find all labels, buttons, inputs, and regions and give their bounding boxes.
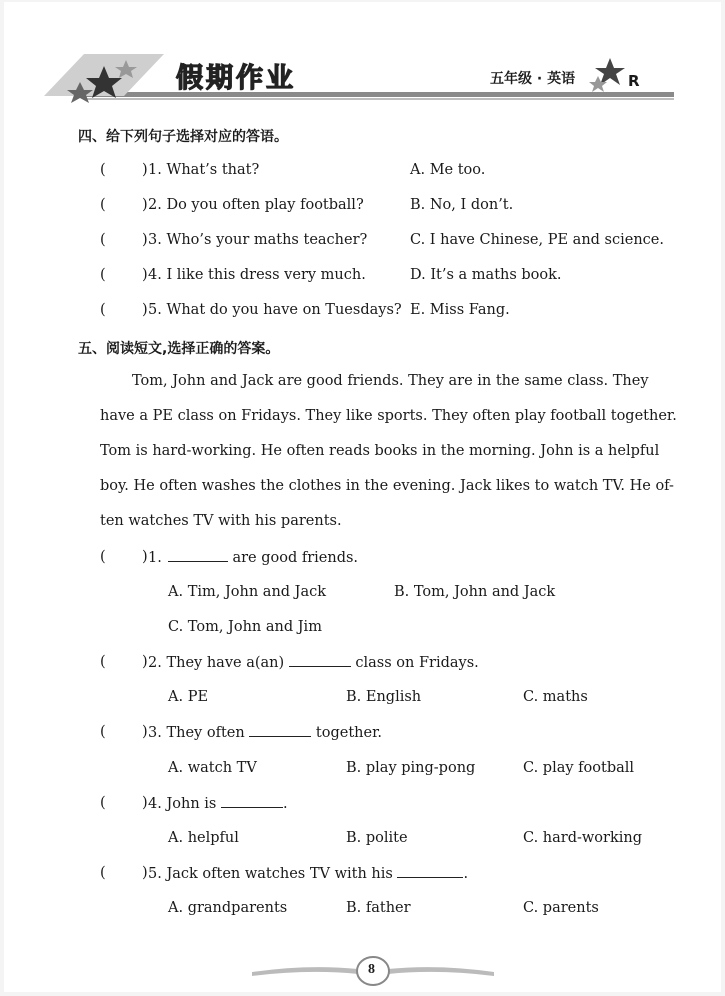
- paren-open: (: [100, 795, 106, 811]
- answer-blank: [221, 795, 283, 808]
- paren-open: (: [100, 654, 106, 670]
- match-answer: E. Miss Fang.: [410, 302, 510, 318]
- option: A. helpful: [168, 830, 239, 846]
- paren-open: (: [100, 724, 106, 740]
- question-post: .: [463, 866, 469, 882]
- paren-close: ): [142, 267, 148, 283]
- header-edition: R: [628, 72, 640, 90]
- option: C. parents: [523, 900, 599, 916]
- question-4: [148, 795, 288, 812]
- option: A. grandparents: [168, 900, 288, 916]
- question-pre: They often: [161, 725, 250, 741]
- answer-blank: [168, 549, 228, 562]
- option: C. hard-working: [523, 830, 643, 846]
- option: B. father: [346, 900, 411, 916]
- match-question: 4. I like this dress very much.: [148, 267, 366, 283]
- match-answer: D. It’s a maths book.: [410, 267, 562, 283]
- answer-blank: [289, 654, 351, 667]
- passage-line: boy. He often washes the clothes in the evening. Jack likes to watch TV. He of-: [100, 478, 674, 494]
- question-post: together.: [311, 725, 383, 741]
- answer-blank: [397, 865, 463, 878]
- page-footer: [248, 952, 498, 988]
- answer-blank: [249, 724, 311, 737]
- question-2: [148, 654, 479, 671]
- paren-open: (: [100, 232, 106, 248]
- option: C. play football: [523, 760, 635, 776]
- paren-open: (: [100, 197, 106, 213]
- passage-line: ten watches TV with his parents.: [100, 513, 342, 529]
- option: A. PE: [168, 689, 209, 705]
- header-grade: 五年级 · 英语: [490, 71, 576, 87]
- option: C. maths: [523, 689, 588, 705]
- match-answer: B. No, I don’t.: [410, 197, 514, 213]
- paren-close: ): [142, 795, 148, 811]
- header-decoration: [4, 40, 721, 110]
- section5-heading: 五、阅读短文,选择正确的答案。: [78, 341, 280, 357]
- passage-line: Tom, John and Jack are good friends. They are in the same class. They: [132, 373, 649, 389]
- paren-close: ): [142, 724, 148, 740]
- match-question: 5. What do you have on Tuesdays?: [148, 302, 402, 318]
- paren-close: ): [142, 197, 148, 213]
- question-number: 2.: [148, 655, 162, 671]
- passage-line: Tom is hard-working. He often reads books in the morning. John is a helpful: [100, 443, 660, 459]
- paren-close: ): [142, 162, 148, 178]
- question-1: [148, 549, 358, 566]
- header-title: 假期作业: [176, 63, 296, 94]
- question-5: [148, 865, 468, 882]
- paren-open: (: [100, 865, 106, 881]
- paren-open: (: [100, 267, 106, 283]
- question-post: class on Fridays.: [350, 655, 479, 671]
- option: A. watch TV: [168, 760, 257, 776]
- paren-close: ): [142, 865, 148, 881]
- question-number: 5.: [148, 866, 162, 882]
- page-number: 8: [368, 962, 375, 977]
- option: B. English: [346, 689, 422, 705]
- question-pre: John is: [161, 796, 221, 812]
- paren-close: ): [142, 302, 148, 318]
- option: C. Tom, John and Jim: [168, 619, 322, 635]
- option: B. play ping-pong: [346, 760, 476, 776]
- passage-line: have a PE class on Fridays. They like sports. They often play football together.: [100, 408, 677, 424]
- paren-close: ): [142, 232, 148, 248]
- paren-close: ): [142, 549, 148, 565]
- option: A. Tim, John and Jack: [168, 584, 327, 600]
- question-pre: They have a(an): [161, 655, 289, 671]
- question-3: [148, 724, 382, 741]
- option: B. polite: [346, 830, 408, 846]
- paren-open: (: [100, 302, 106, 318]
- match-answer: C. I have Chinese, PE and science.: [410, 232, 664, 248]
- page: [4, 2, 721, 992]
- match-question: 1. What’s that?: [148, 162, 260, 178]
- question-post: are good friends.: [227, 550, 359, 566]
- question-pre: Jack often watches TV with his: [161, 866, 398, 882]
- match-question: 3. Who’s your maths teacher?: [148, 232, 368, 248]
- paren-open: (: [100, 162, 106, 178]
- match-question: 2. Do you often play football?: [148, 197, 364, 213]
- question-number: 3.: [148, 725, 162, 741]
- section4-heading: 四、给下列句子选择对应的答语。: [78, 129, 288, 145]
- paren-close: ): [142, 654, 148, 670]
- header-banner: [4, 40, 721, 110]
- match-answer: A. Me too.: [410, 162, 486, 178]
- question-post: .: [282, 796, 288, 812]
- question-number: 1.: [148, 550, 162, 566]
- question-number: 4.: [148, 796, 162, 812]
- paren-open: (: [100, 549, 106, 565]
- option: B. Tom, John and Jack: [394, 584, 556, 600]
